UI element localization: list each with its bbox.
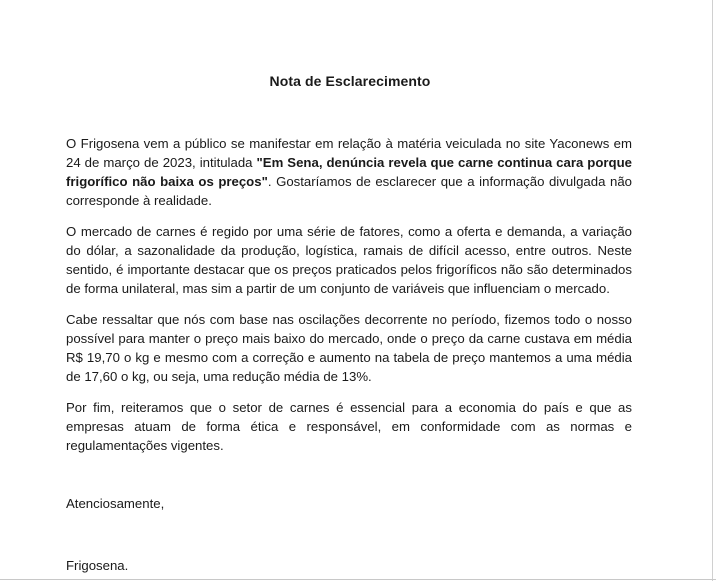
article-title-quote: "Em Sena, denúncia revela que carne continua cara porque frigorífico não baixa os preços": [66, 155, 632, 189]
paragraph-1: [66, 134, 632, 210]
page-edge-right: [712, 0, 713, 581]
document-title: Nota de Esclarecimento: [269, 73, 431, 89]
paragraph-1-intro: O Frigosena vem a público se manifestar em relação à matéria veiculada no site Yaconews em 24 de março de 2023, intitulada: [66, 136, 632, 170]
signature: Frigosena.: [66, 558, 129, 573]
paragraph-4: Por fim, reiteramos que o setor de carnes é essencial para a economia do país e que as empresas atuam de forma ética e responsável, em conformidade com as normas e regulamentações vigentes.: [66, 400, 632, 453]
paragraph-1-conclusion: . Gostaríamos de esclarecer que a informação divulgada não corresponde à realidade.: [66, 174, 632, 208]
paragraph-2: O mercado de carnes é regido por uma série de fatores, como a oferta e demanda, a variação do dólar, a sazonalidade da produção, logística, ramais de difícil acesso, entre outros. Neste sentido, é importante destacar que os preços praticados pelos frigoríficos não são determinados de forma unilateral, mas sim a partir de um conjunto de variáveis que influenciam o mercado.: [66, 224, 632, 296]
page-edge-bottom: [0, 579, 716, 580]
closing-salutation: Atenciosamente,: [66, 496, 165, 511]
paragraph-3: Cabe ressaltar que nós com base nas oscilações decorrente no período, fizemos todo o nosso possível para manter o preço mais baixo do mercado, onde o preço da carne custava em média R$ 19,70 o kg e mesmo com a correção e aumento na tabela de preço mantemos a uma média de 17,60 o kg, ou seja, uma redução média de 13%.: [66, 312, 632, 384]
